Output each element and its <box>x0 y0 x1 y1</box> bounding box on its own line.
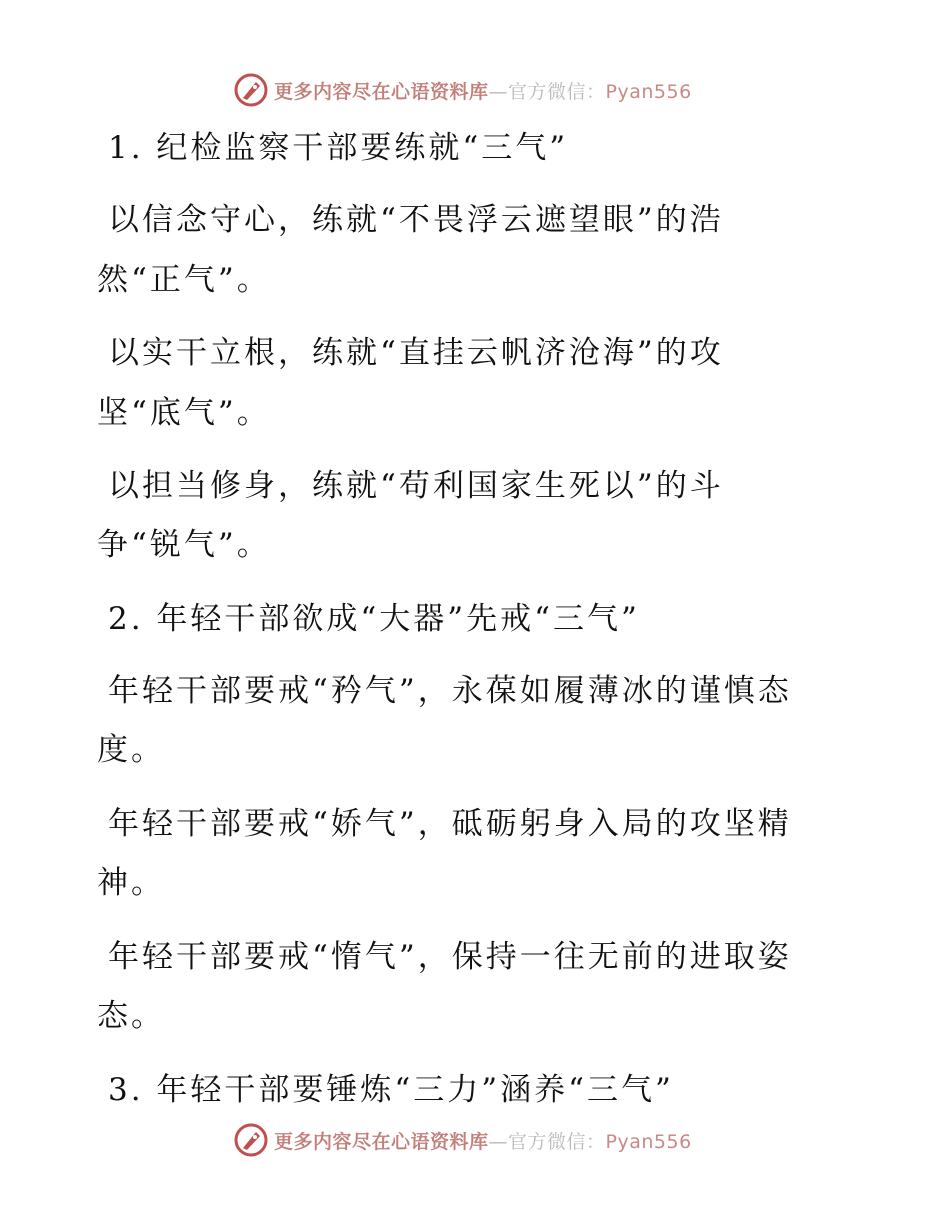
paragraph-line: 以实干立根，练就“直挂云帆济沧海”的攻 <box>108 335 724 371</box>
paragraph-line: 以信念守心，练就“不畏浮云遮望眼”的浩 <box>108 202 724 238</box>
banner-text <box>274 77 692 104</box>
paragraph-line: 坚“底气”。 <box>97 395 271 431</box>
section-heading: 2. 年轻干部欲成“大器”先戒“三气” <box>108 601 640 637</box>
paragraph-line: 然“正气”。 <box>97 262 271 298</box>
banner-official-label: 官方微信： <box>508 1130 606 1153</box>
banner-text <box>274 1127 692 1154</box>
paragraph-line: 年轻干部要戒“惰气”，保持一往无前的进取姿 <box>108 939 792 975</box>
paragraph-line: 神。 <box>97 865 165 901</box>
section-heading: 3. 年轻干部要锤炼“三力”涵养“三气” <box>108 1072 674 1108</box>
section-heading: 1. 纪检监察干部要练就“三气” <box>108 130 569 166</box>
banner-dash: — <box>488 80 509 103</box>
banner-wechat-id: Pyan556 <box>605 80 692 103</box>
footer-banner <box>234 1120 692 1160</box>
pen-logo-icon <box>234 73 268 107</box>
banner-official-label: 官方微信： <box>508 80 606 103</box>
paragraph-line: 度。 <box>97 732 165 768</box>
paragraph-line: 年轻干部要戒“矜气”，永葆如履薄冰的谨慎态 <box>108 673 792 709</box>
pen-logo-icon <box>234 1123 268 1157</box>
header-banner <box>234 70 692 110</box>
banner-brand: 更多内容尽在心语资料库 <box>274 1130 489 1153</box>
paragraph-line: 争“锐气”。 <box>97 527 271 563</box>
paragraph-line: 态。 <box>97 998 165 1034</box>
banner-wechat-id: Pyan556 <box>605 1130 692 1153</box>
paragraph-line: 年轻干部要戒“娇气”，砥砺躬身入局的攻坚精 <box>108 806 792 842</box>
banner-brand: 更多内容尽在心语资料库 <box>274 80 489 103</box>
banner-dash: — <box>488 1130 509 1153</box>
paragraph-line: 以担当修身，练就“苟利国家生死以”的斗 <box>108 468 724 504</box>
